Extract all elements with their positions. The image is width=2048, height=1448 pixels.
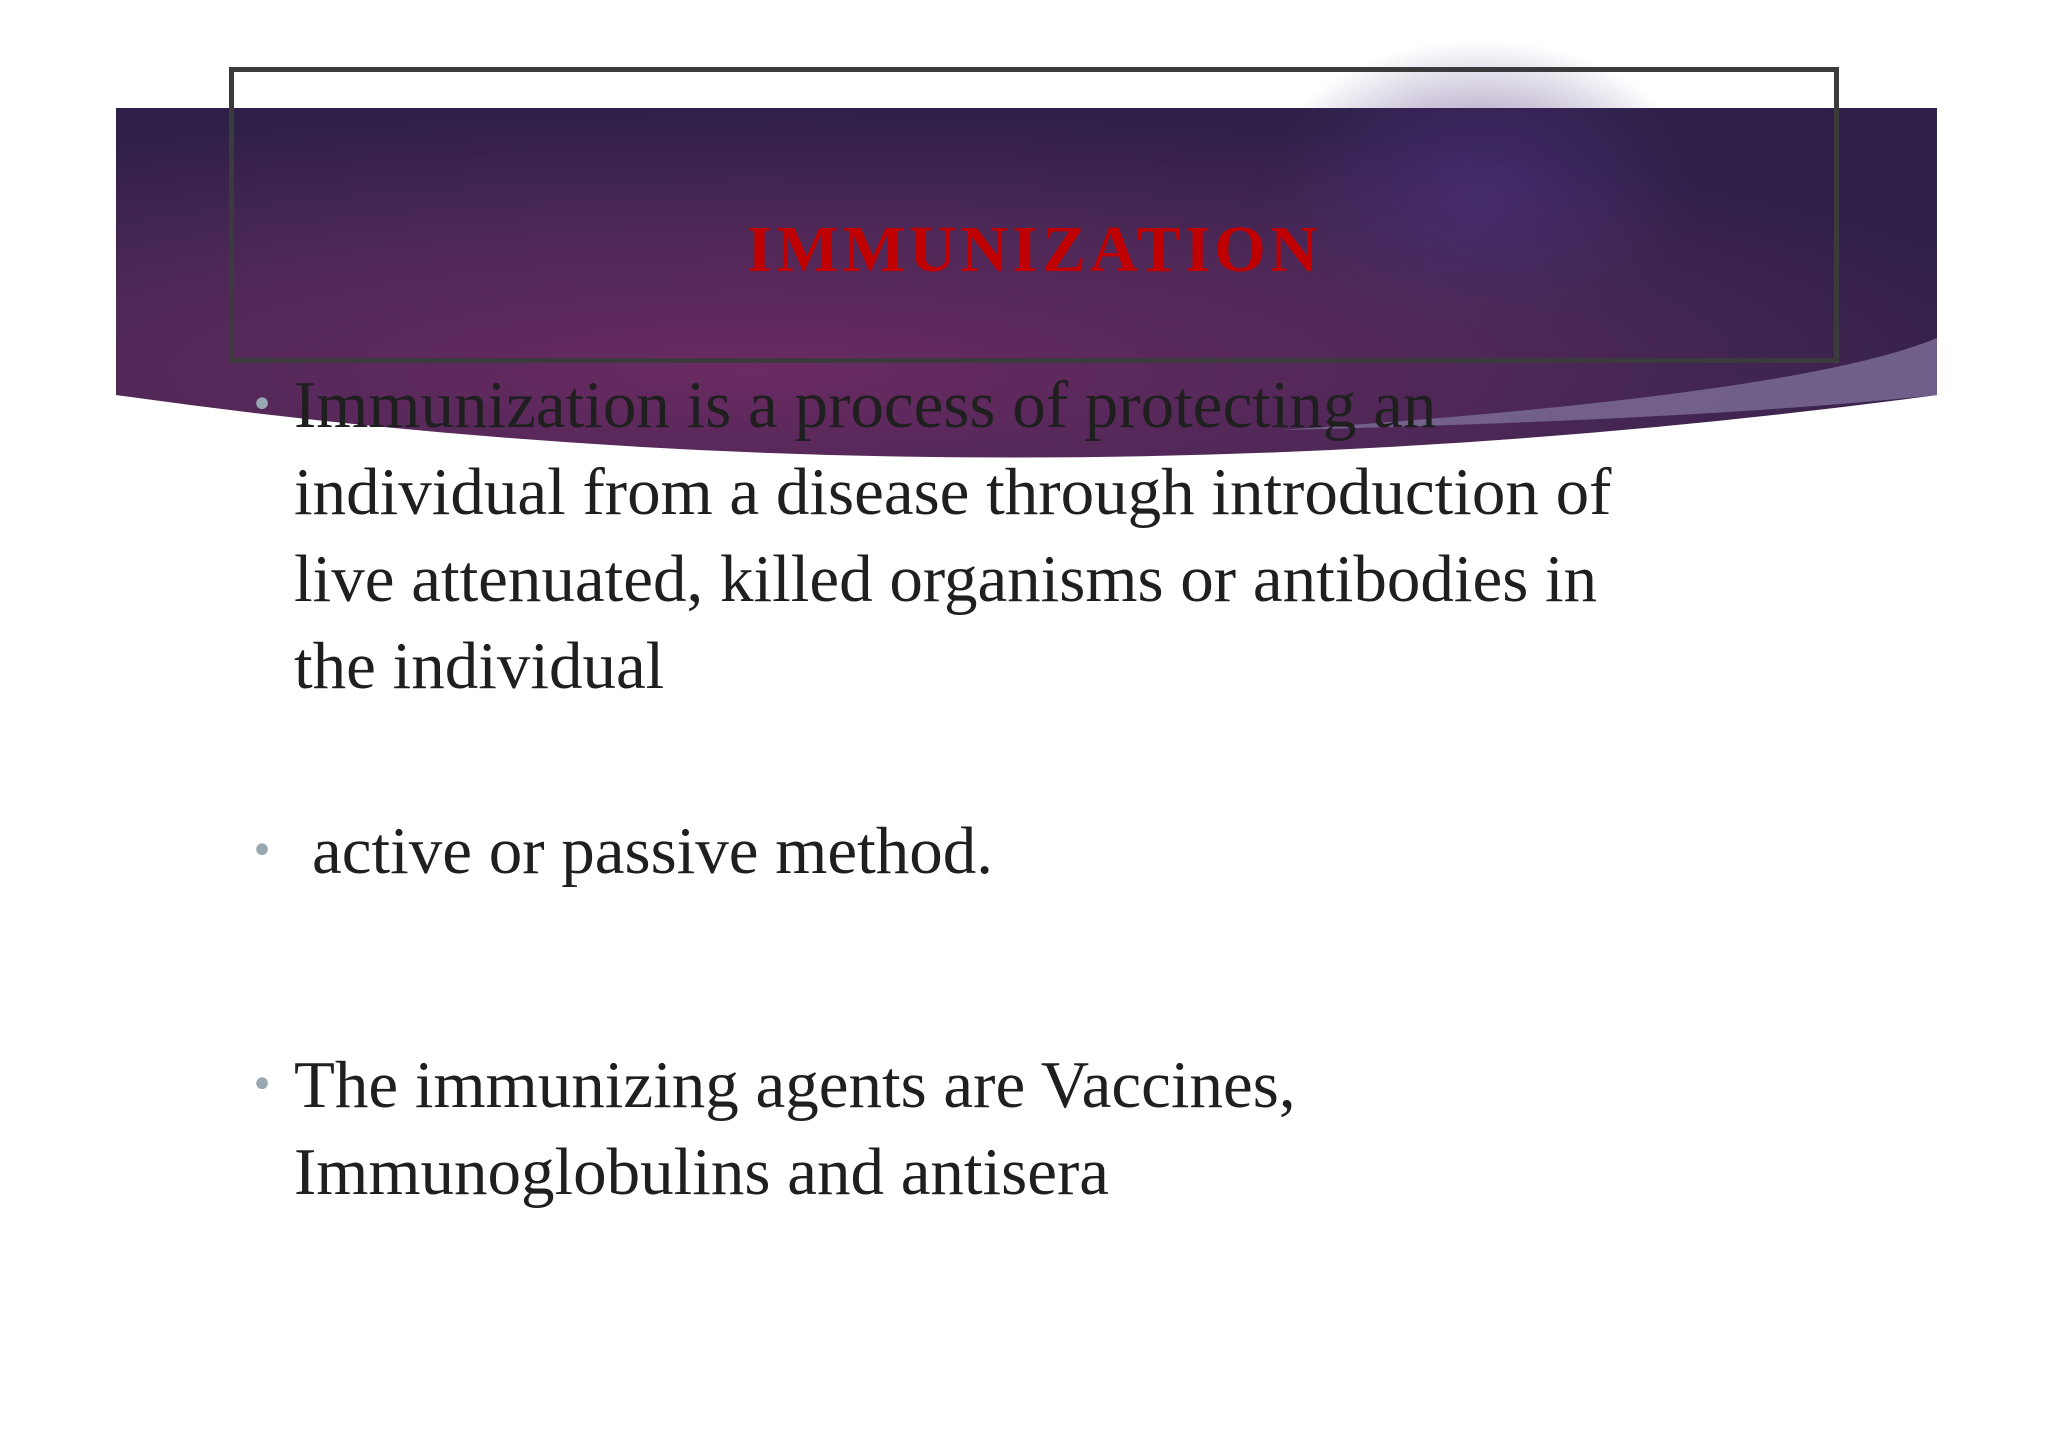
bullet-dot-icon: • <box>250 382 274 428</box>
slide-title: IMMUNIZATION <box>746 213 1322 286</box>
bullet-line: The immunizing agents are Vaccines, <box>294 1048 1296 1122</box>
bullet-text <box>294 362 1611 710</box>
bullet-line: live attenuated, killed organisms or antibodies in <box>294 542 1598 616</box>
bullet-line: the individual <box>294 629 665 703</box>
bullet-text <box>312 808 993 895</box>
bullet-line: Immunization is a process of protecting an <box>294 368 1437 442</box>
bullet-dot-icon: • <box>250 1062 274 1108</box>
bullet-line: Immunoglobulins and antisera <box>294 1135 1110 1209</box>
bullet-line: individual from a disease through introduction of <box>294 455 1612 529</box>
bullet-line: active or passive method. <box>312 814 993 888</box>
bullet-dot-icon: • <box>250 828 274 874</box>
bullet-text <box>294 1042 1296 1216</box>
